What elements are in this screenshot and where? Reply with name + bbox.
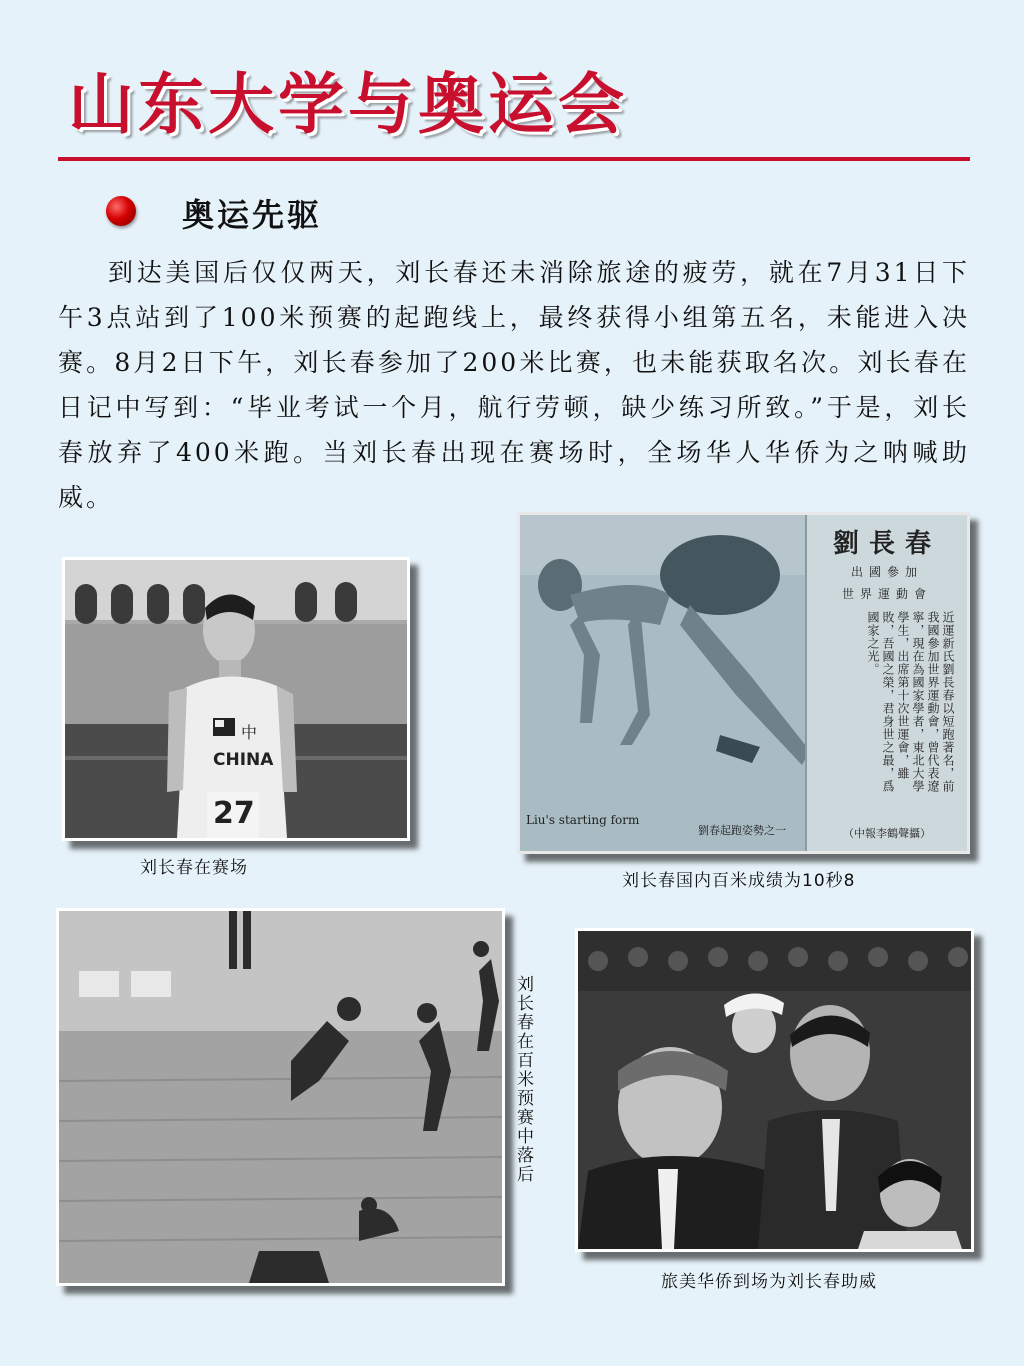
newspaper-credit: （中報李鶴聲攝）: [843, 827, 931, 840]
newspaper-subhead-1: 出國參加: [850, 565, 923, 579]
crowd-photo-caption: 旅美华侨到场为刘长春助威: [661, 1272, 877, 1292]
athlete-photo-caption: 刘长春在赛场: [140, 858, 248, 878]
race-photo: [56, 908, 505, 1286]
bullet-icon: [106, 196, 136, 226]
athlete-photo: [62, 557, 410, 841]
newspaper-en-caption: Liu's starting form: [526, 813, 640, 827]
newspaper-panel: [805, 515, 967, 851]
section-title: 奥运先驱: [182, 196, 323, 234]
page-title: 山东大学与奥运会: [68, 66, 628, 143]
race-photo-illustration: [59, 911, 502, 1283]
newspaper-body: 近運新氏劉長春以短跑著名，前我國參加世界運動會，曾代表遼寧，現在為國家學者，東北大學學生，出席第十次世運會，雖敗，吾國之榮，君身世之最，爲國家之光。: [866, 611, 955, 793]
crowd-photo: [575, 928, 974, 1252]
crowd-photo-illustration: [578, 931, 971, 1249]
newspaper-caption: 刘长春国内百米成绩为10秒8: [622, 871, 856, 891]
title-rule: [58, 157, 970, 161]
body-paragraph: 到达美国后仅仅两天，刘长春还未消除旅途的疲劳，就在7月31日下午3点站到了100米预赛的起跑线上，最终获得小组第五名，未能进入决赛。8月2日下午，刘长春参加了200米比赛，也未能获取名次。刘长春在日记中写到：“毕业考试一个月，航行劳顿，缺少练习所致。”于是，刘长春放弃了400米跑。当刘长春出现在赛场时，全场华人华侨为之呐喊助威。: [58, 258, 970, 512]
newspaper-clipping: [517, 512, 970, 854]
bib-number: 27: [213, 796, 255, 831]
jersey-char: 中: [241, 723, 258, 742]
jersey-text: CHINA: [213, 750, 274, 770]
newspaper-cn-caption: 劉春起跑姿勢之一: [698, 824, 786, 837]
race-photo-caption: 刘长春在百米预赛中落后: [513, 975, 533, 1184]
newspaper-subhead-2: 世界運動會: [841, 587, 932, 601]
newspaper-headline: 劉長春: [832, 529, 941, 559]
